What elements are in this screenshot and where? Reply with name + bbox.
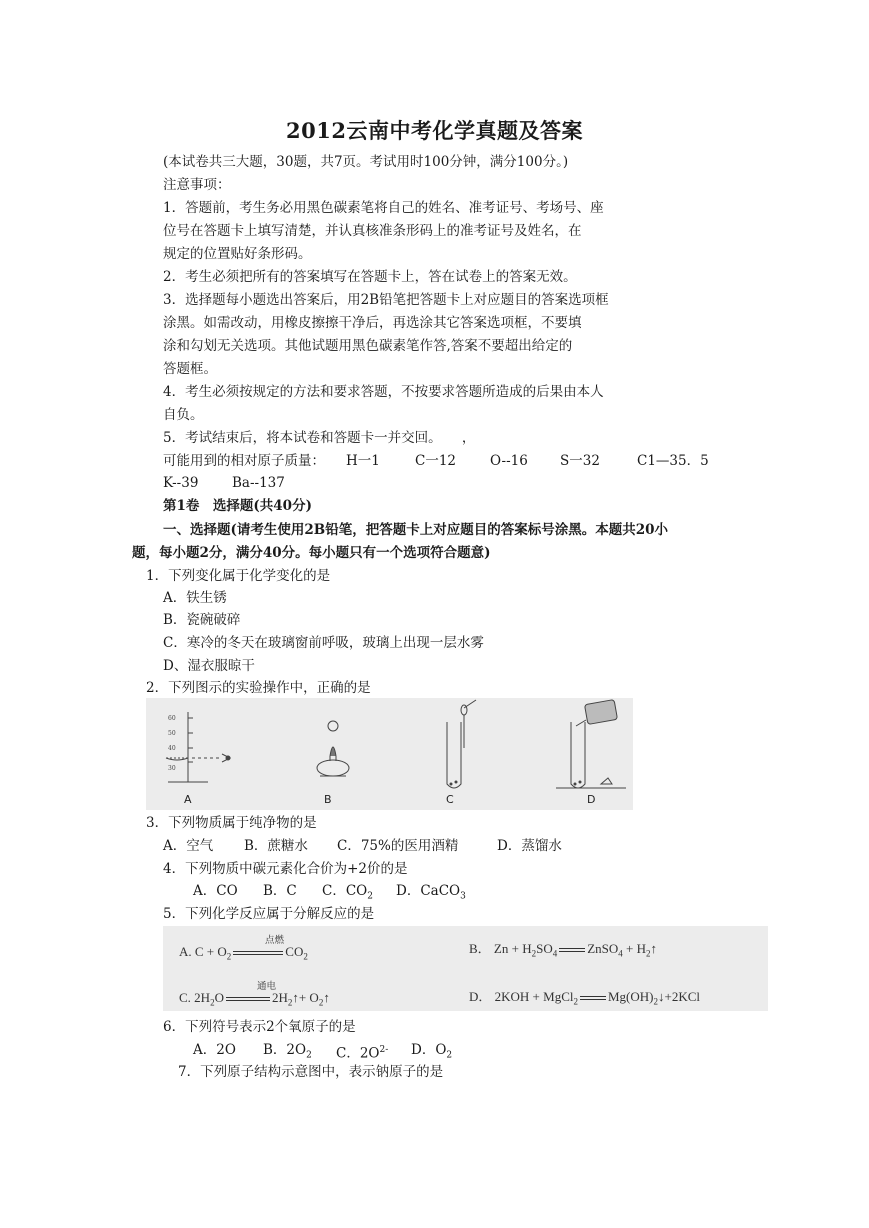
question-4-option-d: D．CaCO$_3$ [396, 883, 466, 902]
pouring-reagent-drawing [556, 700, 626, 788]
question-3-stem: 3．下列物质属于纯净物的是 [146, 815, 317, 831]
reaction-a: A. $C + O_2$ $CO_2$ [179, 944, 308, 962]
question-7-stem: 7．下列原子结构示意图中，表示钠原子的是 [178, 1064, 444, 1080]
notice-line: 4．考生必须按规定的方法和要求答题，不按要求答题所造成的后果由本人 [163, 384, 604, 400]
atomic-mass-c: C一12 [415, 453, 457, 469]
atomic-mass-k: K--39 [163, 475, 199, 491]
notice-line: 位号在答题卡上填写清楚，并认真核准条形码上的准考证号及姓名，在 [163, 223, 582, 239]
question-1-option-a: A．铁生锈 [163, 590, 227, 606]
cylinder-tick: 60 [168, 715, 176, 722]
atomic-mass-s: S一32 [560, 453, 600, 469]
lab-operations-figure [146, 698, 633, 810]
question-1-option-c: C．寒冷的冬天在玻璃窗前呼吸，玻璃上出现一层水雾 [163, 635, 484, 651]
question-3-option-d: D．蒸馏水 [497, 838, 562, 854]
cylinder-tick: 30 [168, 765, 176, 772]
reaction-d: D． 2KOH + MgCl$_2$ $Mg(OH)_2↓+2KCl$ [469, 989, 700, 1007]
figure-label-d: D [587, 793, 596, 806]
notice-line: 涂和勾划无关选项。其他试题用黑色碳素笔作答,答案不要超出给定的 [163, 338, 573, 354]
question-6-option-a: A．2O [193, 1042, 236, 1058]
page-title: 2012云南中考化学真题及答案 [286, 118, 583, 143]
notice-line: 规定的位置贴好条形码。 [163, 246, 312, 262]
cylinder-tick: 40 [168, 745, 176, 752]
atomic-mass-ba: Ba--137 [232, 475, 285, 491]
lab-operations-illustration [146, 698, 633, 810]
question-6-stem: 6．下列符号表示2个氧原子的是 [163, 1019, 356, 1035]
exam-intro: (本试卷共三大题，30题，共7页。考试用时100分钟，满分100分。) [163, 154, 569, 170]
question-1-option-b: B．瓷碗破碎 [163, 612, 241, 628]
figure-label-c: C [446, 793, 454, 806]
alcohol-lamp-drawing [317, 721, 349, 776]
atomic-mass-label: 可能用到的相对原子质量： [163, 453, 325, 469]
question-1-option-d: D、湿衣服晾干 [163, 658, 255, 674]
section-title: 第1卷 选择题(共40分) [163, 498, 312, 514]
figure-label-b: B [324, 793, 332, 806]
question-4-option-a: A．CO [193, 883, 238, 899]
notice-line: 答题框。 [163, 361, 217, 377]
question-3-option-c: C．75%的医用酒精 [337, 838, 459, 854]
atomic-mass-cl: C1—35．5 [637, 453, 709, 469]
reaction-c: C. $2H_2O$ $2H_2↑+$ $O_2↑$ [179, 990, 330, 1008]
notice-line: 3．选择题每小题选出答案后，用2B铅笔把答题卡上对应题目的答案选项框 [163, 292, 609, 308]
test-tube-dropper-drawing [447, 700, 476, 788]
question-3-option-a: A．空气 [163, 838, 214, 854]
question-6-option-c: C．$2O^{2-}$ [336, 1045, 389, 1062]
question-5-stem: 5．下列化学反应属于分解反应的是 [163, 906, 375, 922]
figure-label-a: A [184, 793, 192, 806]
question-3-option-b: B．蔗糖水 [244, 838, 308, 854]
atomic-mass-h: H一1 [346, 453, 380, 469]
reaction-a-condition: 点燃 [265, 935, 285, 946]
cylinder-tick: 50 [168, 730, 176, 737]
section-description: 一、选择题(请考生使用2B铅笔，把答题卡上对应题目的答案标号涂黑。本题共20小 [163, 522, 668, 538]
section-description: 题，每小题2分，满分40分。每小题只有一个选项符合题意) [132, 545, 491, 561]
question-6-option-b: B．$2O_2$ [263, 1042, 312, 1061]
notice-line: 1．答题前，考生务必用黑色碳素笔将自己的姓名、准考证号、考场号、座 [163, 200, 604, 216]
reaction-c-condition: 通电 [257, 981, 277, 992]
question-1-stem: 1．下列变化属于化学变化的是 [146, 568, 331, 584]
notice-line: 自负。 [163, 407, 204, 423]
question-4-option-c: C．$CO_2$ [322, 883, 373, 902]
notice-line: 5．考试结束后，将本试卷和答题卡一并交回。 ， [163, 430, 476, 446]
reaction-equations-image [163, 926, 768, 1011]
question-4-option-b: B．C [263, 883, 297, 899]
notice-heading: 注意事项： [163, 177, 231, 193]
notice-line: 2．考生必须把所有的答案填写在答题卡上，答在试卷上的答案无效。 [163, 269, 577, 285]
notice-line: 涂黑。如需改动，用橡皮擦擦干净后，再选涂其它答案选项框，不要填 [163, 315, 582, 331]
reaction-b: B． $Zn + H_2SO_4$ ZnSO$_4$ + $H_2↑$ [469, 941, 658, 959]
question-4-stem: 4．下列物质中碳元素化合价为+2价的是 [163, 861, 408, 877]
question-6-option-d: D．$O_2$ [411, 1042, 453, 1061]
atomic-mass-o: O--16 [490, 453, 528, 469]
question-2-stem: 2．下列图示的实验操作中，正确的是 [146, 680, 371, 696]
